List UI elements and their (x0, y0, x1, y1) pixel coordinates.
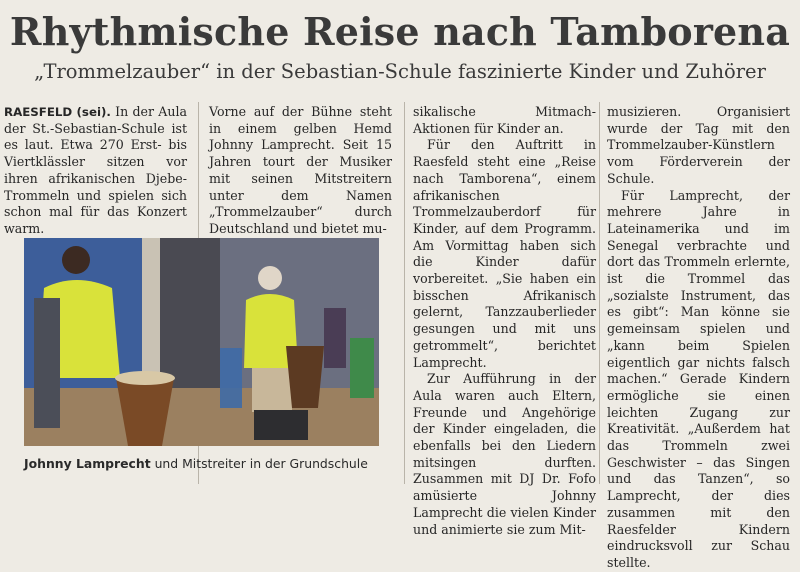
paragraph-text: In der Aula der St.-Sebastian-Schule ist es laut. Etwa 270 Erst- bis Viertklässler sitzen vor ihren afrikanischen Djebe-Trommeln und spielen sich schon mal für das Konzert warm. (4, 104, 187, 236)
paragraph: Für den Auftritt in Raesfeld steht eine „Reise nach Tamborena“, einem afrikanischen Trommelzauberdorf für Kinder, auf dem Programm. Am Vormittag haben sich die Kinder dafür vorbereitet. „Sie haben ein bisschen Afrikanisch gelernt, Tanzzauberlieder gesungen und mit uns getrommelt“, berichtet Lamprecht. (413, 137, 596, 370)
paragraph: Zur Aufführung in der Aula waren auch Eltern, Freunde und Angehörige der Kinder eingeladen, die ebenfalls bei den Liedern mitsingen durften. Zusammen mit DJ Dr. Fofo amüsierte Johnny Lamprecht die vielen Kinder und animierte sie zum Mit- (413, 371, 596, 537)
article-column-4 (607, 104, 790, 572)
article-headline: Rhythmische Reise nach Tamborena (9, 9, 791, 54)
dateline: RAESFELD (sei). (4, 105, 111, 119)
photo-caption (24, 456, 404, 471)
column-divider (404, 102, 405, 484)
paragraph: Vorne auf der Bühne steht in einem gelben Hemd Johnny Lamprecht. Seit 15 Jahren tourt der Musiker mit seinen Mitstreitern unter dem Namen „Trommelzauber“ durch Deutschland und bietet mu- (209, 104, 392, 236)
article-column-2 (209, 104, 392, 238)
paragraph (4, 104, 187, 238)
caption-text: und Mitstreiter in der Grundschule (150, 456, 368, 471)
article-photo (24, 238, 379, 446)
column-divider (599, 102, 600, 484)
article-column-3 (413, 104, 596, 538)
article-subheadline: „Trommelzauber“ in der Sebastian-Schule faszinierte Kinder und Zuhörer (34, 60, 766, 83)
article-column-1 (4, 104, 187, 238)
paragraph: musizieren. Organisiert wurde der Tag mit den Trommelzauber-Künstlern vom Förderverein der Schule. (607, 104, 790, 186)
stage-performance-illustration (24, 238, 379, 446)
paragraph: Für Lamprecht, der mehrere Jahre in Lateinamerika und im Senegal verbrachte und dort das Trommeln erlernte, ist die Trommel das „sozialste Instrument, das es gibt“: Man könne sie gemeinsam spielen und „kann beim Spielen eigentlich gar nichts falsch machen.“ Gerade Kindern ermögliche sie einen leichten Zugang zur Kreativität. „Außerdem hat das Trommeln zwei Geschwister – das Singen und das Tanzen“, so Lamprecht, der dies zusammen mit den Raesfelder Kindern eindrucksvoll zur Schau stellte. (607, 187, 790, 570)
paragraph: sikalische Mitmach-Aktionen für Kinder an. (413, 104, 596, 136)
caption-name: Johnny Lamprecht (24, 456, 151, 471)
